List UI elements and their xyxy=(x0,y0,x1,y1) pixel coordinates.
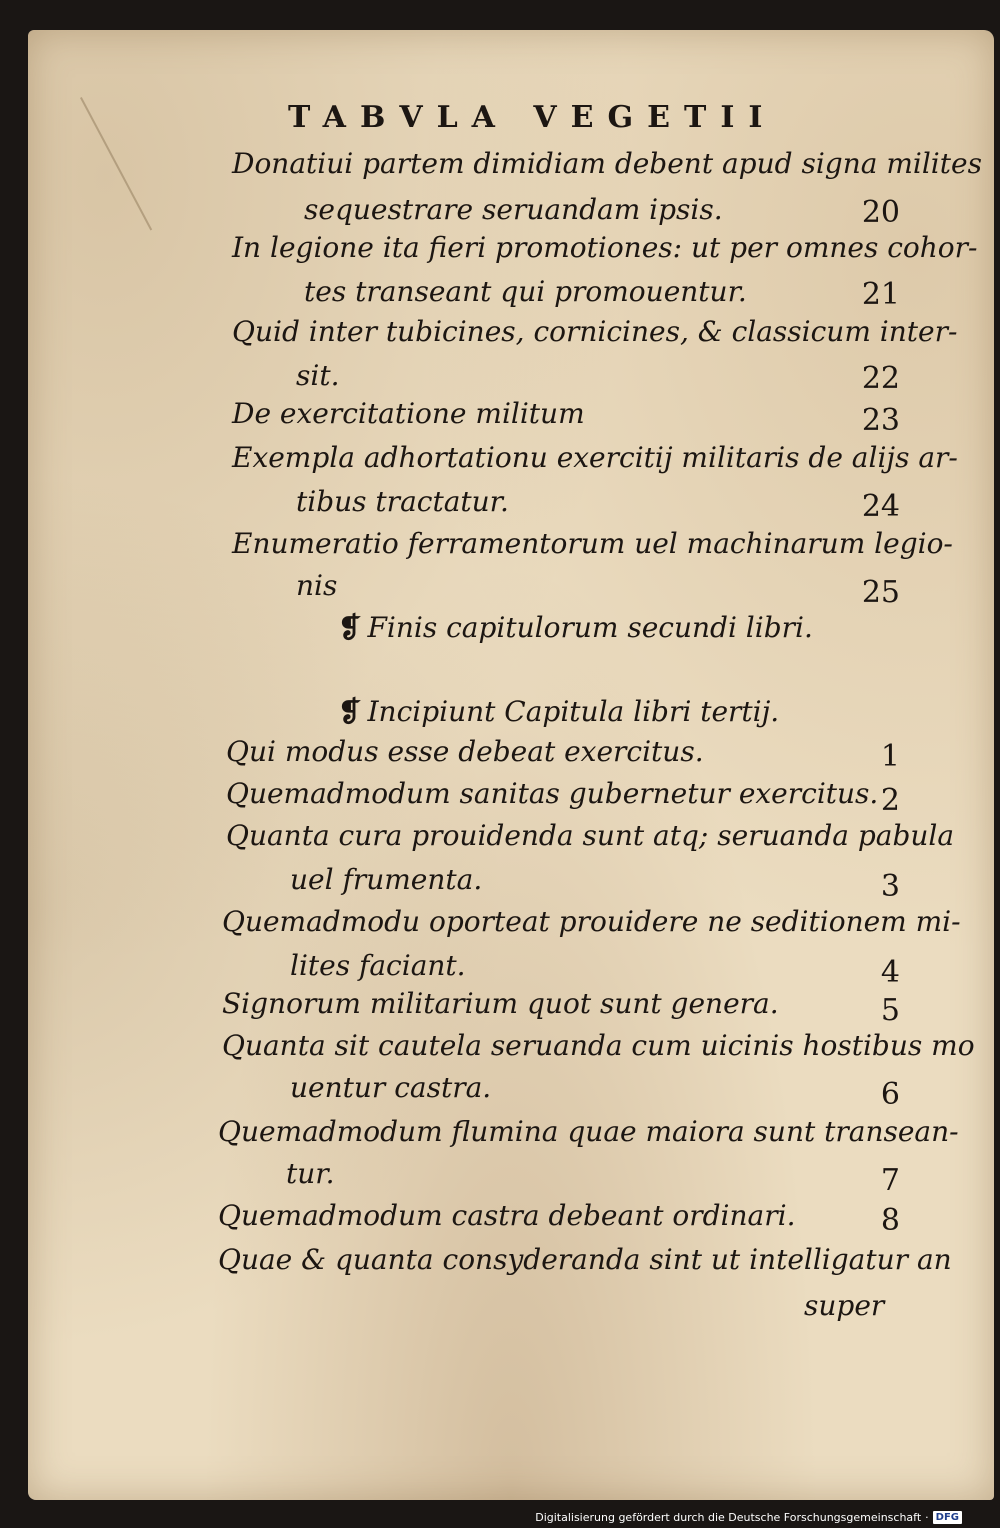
finis-line xyxy=(338,611,813,644)
entry-21-line-2: tes transeant qui promouentur. xyxy=(304,275,747,308)
entry-3-line-1: Quanta cura prouidenda sunt atq; seruanda pabula xyxy=(226,819,955,852)
entry-4-line-1: Quemadmodu oporteat prouidere ne seditionem mi- xyxy=(222,905,961,938)
digitization-footer: Digitalisierung gefördert durch die Deutsche Forschungsgemeinschaft · DFG xyxy=(535,1511,962,1524)
entry-23-number: 23 xyxy=(861,403,900,438)
entry-8-number: 8 xyxy=(880,1203,900,1238)
entry-22-line-1: Quid inter tubicines, cornicines, & classicum inter- xyxy=(232,315,958,348)
entry-6-line-1: Quanta sit cautela seruanda cum uicinis hostibus mo xyxy=(222,1029,975,1062)
entry-8-line-1: Quemadmodum castra debeant ordinari. xyxy=(218,1199,796,1232)
entry-3-line-2: uel frumenta. xyxy=(290,863,483,896)
entry-5-number: 5 xyxy=(880,993,900,1028)
incipit-text: Incipiunt Capitula libri tertij. xyxy=(367,695,780,728)
entry-7-number: 7 xyxy=(880,1163,900,1198)
dfg-logo: DFG xyxy=(933,1511,962,1524)
entry-7-line-2: tur. xyxy=(286,1157,335,1190)
finis-text: Finis capitulorum secundi libri. xyxy=(367,611,813,644)
entry-6-number: 6 xyxy=(880,1077,900,1112)
entry-23-line-1: De exercitatione militum xyxy=(232,397,585,430)
entry-22-number: 22 xyxy=(861,361,900,396)
entry-9-line-1: Quae & quanta consyderanda sint ut intelligatur an xyxy=(218,1243,952,1276)
entry-6-line-2: uentur castra. xyxy=(290,1071,492,1104)
entry-25-number: 25 xyxy=(861,575,900,610)
entry-21-number: 21 xyxy=(861,277,900,312)
incipit-line xyxy=(338,695,780,728)
entry-21-line-1: In legione ita fieri promotiones: ut per omnes cohor- xyxy=(232,231,978,264)
entry-20-line-1: Donatiui partem dimidiam debent apud signa milites xyxy=(232,147,982,180)
entry-2-line-1: Quemadmodum sanitas gubernetur exercitus. xyxy=(226,777,879,810)
catchword: super xyxy=(804,1289,885,1322)
entry-22-line-2: sit. xyxy=(296,359,340,392)
footer-text: Digitalisierung gefördert durch die Deutsche Forschungsgemeinschaft xyxy=(535,1511,922,1524)
entry-3-number: 3 xyxy=(880,869,900,904)
entry-1-line-1: Qui modus esse debeat exercitus. xyxy=(226,735,704,768)
entry-2-number: 2 xyxy=(880,783,900,818)
entry-25-line-1: Enumeratio ferramentorum uel machinarum legio- xyxy=(232,527,953,560)
entry-20-number: 20 xyxy=(861,195,900,230)
entry-25-line-2: nis xyxy=(296,569,338,602)
entry-24-line-2: tibus tractatur. xyxy=(296,485,509,518)
entry-24-line-1: Exempla adhortationu exercitij militaris de alijs ar- xyxy=(232,441,958,474)
entry-5-line-1: Signorum militarium quot sunt genera. xyxy=(222,987,779,1020)
running-head: TABVLA VEGETII xyxy=(288,100,777,135)
entry-24-number: 24 xyxy=(861,489,900,524)
entry-4-number: 4 xyxy=(880,955,900,990)
entry-4-line-2: lites faciant. xyxy=(290,949,466,982)
entry-1-number: 1 xyxy=(880,739,900,774)
entry-7-line-1: Quemadmodum flumina quae maiora sunt transean- xyxy=(218,1115,959,1148)
pilcrow-icon: ❡ xyxy=(338,611,362,644)
pilcrow-icon: ❡ xyxy=(338,695,362,728)
entry-20-line-2: sequestrare seruandam ipsis. xyxy=(304,193,723,226)
